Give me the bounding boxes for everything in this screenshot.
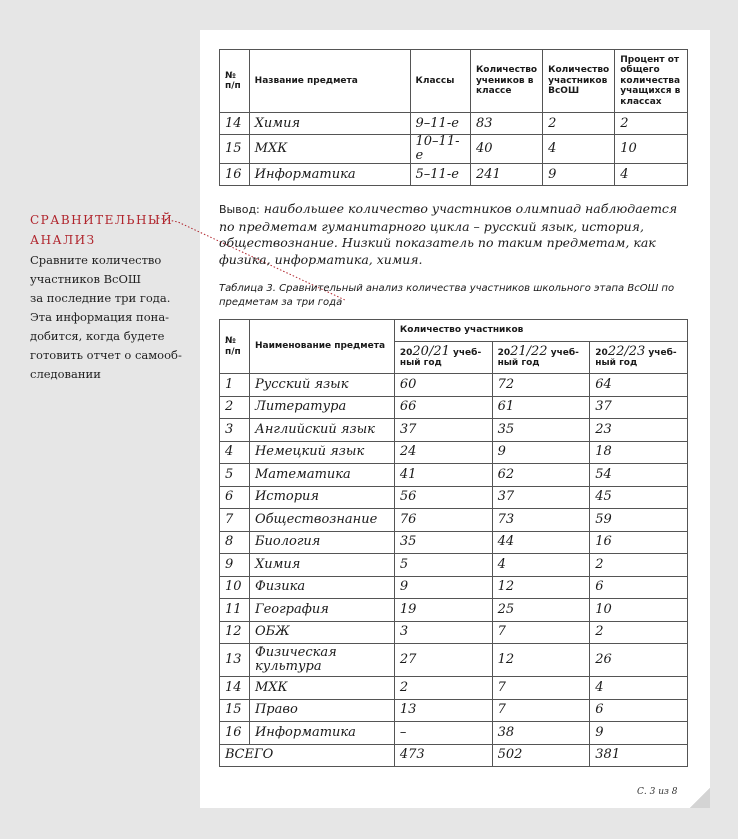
table-row (220, 486, 688, 509)
year-range: 21/22 (510, 343, 548, 359)
year-range: 22/23 (607, 343, 646, 359)
side-note-line: добится, когда будете (30, 329, 165, 343)
page-fold-corner (690, 788, 710, 808)
table-cell: 241 (470, 164, 542, 186)
table-cell: 66 (394, 396, 492, 419)
table-cell: 12 (492, 644, 590, 677)
table-cell: 9 (394, 576, 492, 599)
table-caption: Таблица 3. Сравнительный анализ количества участников школьного этапа ВсОШ по предметам за три года (219, 283, 675, 308)
table-cell: 10 (590, 599, 688, 622)
header-year (590, 342, 688, 374)
table-cell: Математика (249, 464, 394, 487)
table-row (220, 554, 688, 577)
table-row (220, 699, 688, 722)
side-note-line: следовании (30, 367, 101, 381)
year-suffix: учеб-ный год (399, 347, 482, 368)
year-range: 20/21 (412, 343, 450, 359)
year-prefix: 20 (497, 347, 511, 358)
table-cell: 5 (394, 554, 492, 577)
table-cell: МХК (249, 135, 410, 164)
table-cell: 26 (590, 644, 688, 677)
header-subject: Наименование предмета (249, 320, 394, 374)
header-number: № п/п (220, 50, 250, 113)
year-suffix: учеб-ный год (595, 347, 677, 368)
table-row (220, 441, 688, 464)
total-cell: 473 (394, 744, 492, 767)
table-cell: 3 (220, 419, 250, 442)
year-prefix: 20 (595, 347, 608, 358)
table-cell: 60 (394, 374, 492, 397)
table-cell: 59 (590, 509, 688, 532)
table-cell: Право (249, 699, 394, 722)
table-cell: 1 (220, 374, 250, 397)
side-note-line: Эта информация пона- (30, 310, 170, 324)
table-cell: Биология (249, 531, 394, 554)
table-cell: Русский язык (249, 374, 394, 397)
table-cell: Физическая культура (249, 644, 394, 677)
header-participants: Количество участников ВсОШ (543, 50, 615, 113)
table-cell: 5–11-е (410, 164, 470, 186)
header-students: Количество учеников в классе (470, 50, 542, 113)
table-cell: 37 (394, 419, 492, 442)
table-cell: 12 (220, 621, 250, 644)
table-cell: Информатика (249, 164, 410, 186)
table-cell: 13 (394, 699, 492, 722)
table-cell: 2 (615, 113, 688, 135)
conclusion-text: наибольшее количество участников олимпиад наблюдается по предметам гуманитарного цикла – русский язык, история, обществознание. Низкий показатель по таким предметам, как физика, информатика, химия. (219, 201, 678, 267)
side-note-line: Сравните количество (30, 253, 162, 267)
table-cell: 38 (492, 722, 590, 745)
table-cell: МХК (249, 677, 394, 700)
table-cell: 19 (394, 599, 492, 622)
table-cell: 12 (492, 576, 590, 599)
table-row (220, 164, 688, 186)
participants-comparison-table (219, 319, 688, 767)
table-cell: 76 (394, 509, 492, 532)
table-row (220, 644, 688, 677)
table-cell: 62 (492, 464, 590, 487)
table-row (220, 374, 688, 397)
table-cell: 73 (492, 509, 590, 532)
side-note-line: готовить отчет о самооб- (30, 348, 182, 362)
table-cell: 9–11-е (410, 113, 470, 135)
table-cell: 83 (470, 113, 542, 135)
table-cell: 25 (492, 599, 590, 622)
table-cell: География (249, 599, 394, 622)
table-cell: 4 (543, 135, 615, 164)
side-note-line: участников ВсОШ (30, 272, 142, 286)
header-year (394, 342, 492, 374)
table-cell: 16 (220, 164, 250, 186)
table-cell: 35 (394, 531, 492, 554)
table-cell: Английский язык (249, 419, 394, 442)
header-grades: Классы (410, 50, 470, 113)
table-cell: Информатика (249, 722, 394, 745)
side-note-text (30, 251, 190, 384)
table-cell: 11 (220, 599, 250, 622)
side-note-title-line1: СРАВНИТЕЛЬНЫЙ (30, 213, 174, 227)
conclusion-lead: Вывод: (219, 203, 260, 216)
table-header-row (220, 50, 688, 113)
table-cell: 44 (492, 531, 590, 554)
table-cell: 16 (220, 722, 250, 745)
table-body (220, 374, 688, 745)
table-cell: 24 (394, 441, 492, 464)
table-cell: 27 (394, 644, 492, 677)
table-cell: 54 (590, 464, 688, 487)
table-row (220, 509, 688, 532)
table-cell: 7 (220, 509, 250, 532)
table-cell: 61 (492, 396, 590, 419)
table-cell: 6 (590, 699, 688, 722)
table-cell: 18 (590, 441, 688, 464)
table-cell: 64 (590, 374, 688, 397)
table-cell: Немецкий язык (249, 441, 394, 464)
table-cell: 5 (220, 464, 250, 487)
table-cell: 23 (590, 419, 688, 442)
table-header-row (220, 320, 688, 342)
table-cell: Физика (249, 576, 394, 599)
table-row (220, 464, 688, 487)
table-cell: Литература (249, 396, 394, 419)
header-subject: Название предмета (249, 50, 410, 113)
table-cell: 7 (492, 677, 590, 700)
table-cell: 2 (590, 621, 688, 644)
table-cell: 9 (492, 441, 590, 464)
table-cell: – (394, 722, 492, 745)
table-cell: 10 (615, 135, 688, 164)
table-cell: Химия (249, 113, 410, 135)
table-row (220, 599, 688, 622)
table-cell: 10–11-е (410, 135, 470, 164)
table-cell: 2 (590, 554, 688, 577)
table-cell: 2 (220, 396, 250, 419)
table-cell: 9 (590, 722, 688, 745)
table-row (220, 419, 688, 442)
header-participants-group: Количество участников (394, 320, 687, 342)
table-cell: 4 (590, 677, 688, 700)
table-cell: 15 (220, 135, 250, 164)
side-note-title-line2: АНАЛИЗ (30, 233, 96, 247)
table-row (220, 576, 688, 599)
table-cell: 13 (220, 644, 250, 677)
year-suffix: учеб-ный год (497, 347, 579, 368)
table-cell: 4 (220, 441, 250, 464)
table-cell: 14 (220, 677, 250, 700)
side-note (30, 210, 190, 384)
table-row (220, 135, 688, 164)
table-cell: Обществознание (249, 509, 394, 532)
table-cell: 35 (492, 419, 590, 442)
side-note-line: за последние три года. (30, 291, 171, 305)
header-percent: Процент от общего количества учащихся в классах (615, 50, 688, 113)
total-cell: 502 (492, 744, 590, 767)
table-row (220, 677, 688, 700)
table-cell: 72 (492, 374, 590, 397)
table-cell: 7 (492, 699, 590, 722)
table-cell: История (249, 486, 394, 509)
conclusion-paragraph (219, 201, 691, 268)
subjects-percentage-table (219, 49, 688, 186)
table-cell: 6 (220, 486, 250, 509)
table-cell: 3 (394, 621, 492, 644)
header-year (492, 342, 590, 374)
table-cell: 6 (590, 576, 688, 599)
table-cell: 7 (492, 621, 590, 644)
table-cell: 56 (394, 486, 492, 509)
table-cell: 41 (394, 464, 492, 487)
table-cell: 4 (615, 164, 688, 186)
total-label: ВСЕГО (220, 744, 395, 767)
table-cell: 37 (492, 486, 590, 509)
table-row (220, 531, 688, 554)
table-cell: 40 (470, 135, 542, 164)
year-prefix: 20 (399, 347, 413, 358)
table-row (220, 396, 688, 419)
table-cell: 9 (220, 554, 250, 577)
table-cell: 9 (543, 164, 615, 186)
table-cell: 2 (543, 113, 615, 135)
table-cell: Химия (249, 554, 394, 577)
table-cell: 8 (220, 531, 250, 554)
table-cell: 14 (220, 113, 250, 135)
table-row (220, 113, 688, 135)
table-cell: 2 (394, 677, 492, 700)
table-cell: 16 (590, 531, 688, 554)
table-cell: 15 (220, 699, 250, 722)
table-row (220, 621, 688, 644)
total-cell: 381 (590, 744, 688, 767)
table-cell: ОБЖ (249, 621, 394, 644)
table-cell: 37 (590, 396, 688, 419)
page-number: С. 3 из 8 (637, 787, 678, 797)
table-row (220, 722, 688, 745)
header-number: № п/п (220, 320, 250, 374)
table-cell: 4 (492, 554, 590, 577)
table-cell: 45 (590, 486, 688, 509)
table-total-row (220, 744, 688, 767)
table-cell: 10 (220, 576, 250, 599)
